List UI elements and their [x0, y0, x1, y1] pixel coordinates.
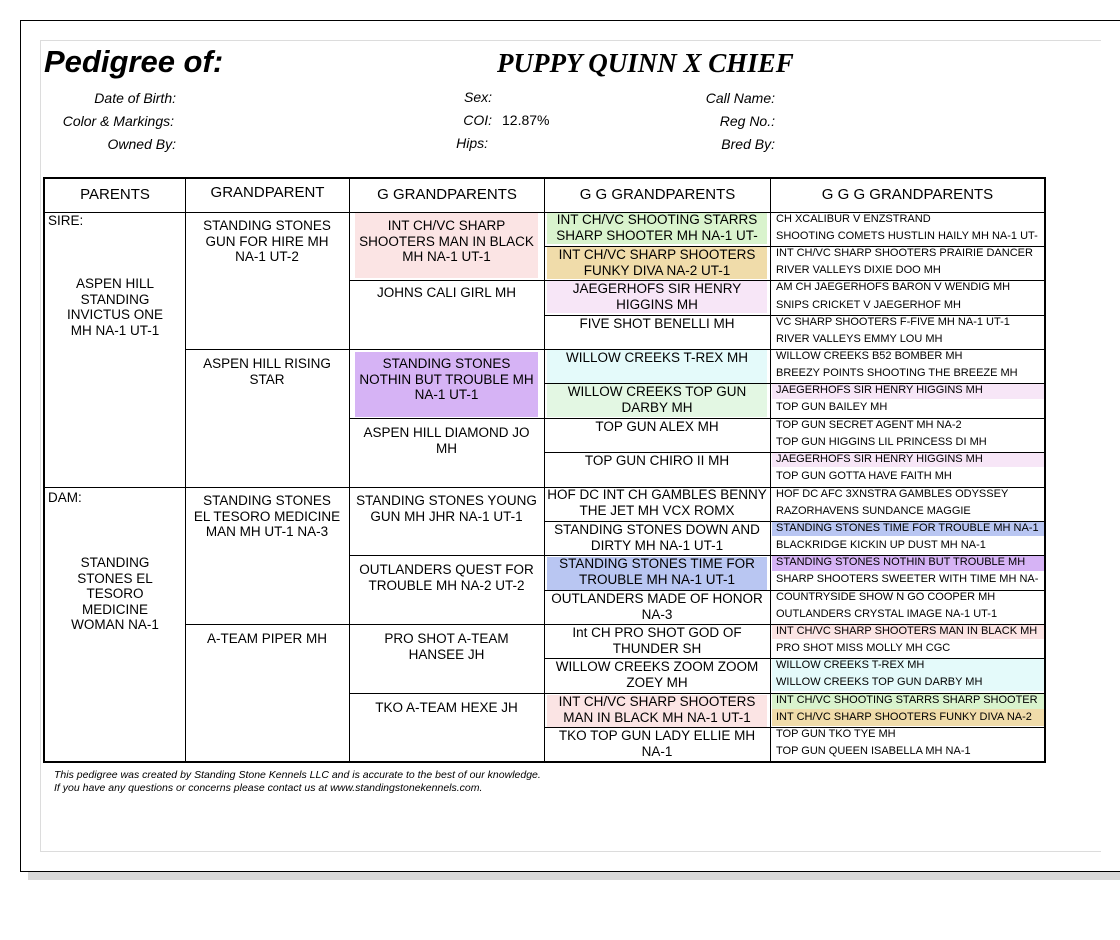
ggg-grandparent-16: TOP GUN GOTTA HAVE FAITH MH	[776, 470, 952, 482]
owned-label: Owned By:	[107, 136, 176, 152]
pedigree-of-title: Pedigree of:	[44, 44, 224, 79]
gg-grandparent-16: TKO TOP GUN LADY ELLIE MH NA-1	[558, 728, 756, 759]
grandparent-3: STANDING STONES EL TESORO MEDICINE MAN MH UT-1 NA-3	[193, 493, 341, 539]
hips-label: Hips:	[456, 135, 488, 151]
ggg-grandparent-12: TOP GUN BAILEY MH	[776, 401, 888, 413]
header-parents: PARENTS	[80, 186, 150, 203]
ggg-grandparent-6: SNIPS CRICKET V JAEGERHOF MH	[776, 299, 961, 311]
ggg-grandparent-18: RAZORHAVENS SUNDANCE MAGGIE	[776, 505, 971, 517]
ggg-grandparent-22: SHARP SHOOTERS SWEETER WITH TIME MH NA-	[776, 573, 1039, 585]
dob-label: Date of Birth:	[94, 90, 176, 106]
g-grandparent-8: TKO A-TEAM HEXE JH	[375, 700, 518, 715]
ggg-grandparent-26: PRO SHOT MISS MOLLY MH CGC	[776, 642, 951, 654]
header-gg-grandparents: G G GRANDPARENTS	[579, 186, 736, 203]
g-grandparent-3: STANDING STONES NOTHIN BUT TROUBLE MH NA-1 UT-1	[359, 356, 534, 402]
ggg-grandparent-31: TOP GUN TKO TYE MH	[776, 728, 896, 740]
gg-grandparent-5: WILLOW CREEKS T-REX MH	[565, 350, 749, 365]
gg-grandparent-8: TOP GUN CHIRO II MH	[584, 453, 730, 468]
grandparent-1: STANDING STONES GUN FOR HIRE MH NA-1 UT-2	[203, 218, 331, 264]
ggg-grandparent-1: CH XCALIBUR V ENZSTRAND	[776, 213, 931, 225]
footer-line-1: This pedigree was created by Standing Stone Kennels LLC and is accurate to the best of our knowledge.	[54, 769, 541, 781]
gg-grandparent-1: INT CH/VC SHOOTING STARRS SHARP SHOOTER MH NA-1 UT-	[556, 212, 758, 243]
gg-grandparent-12: OUTLANDERS MADE OF HONOR NA-3	[551, 591, 763, 622]
header-grandparent: GRANDPARENT	[210, 184, 325, 201]
gg-grandparent-7: TOP GUN ALEX MH	[595, 419, 719, 434]
header-g-grandparents: G GRANDPARENTS	[377, 186, 517, 203]
ggg-grandparent-29: INT CH/VC SHOOTING STARRS SHARP SHOOTER	[776, 694, 1038, 706]
gg-grandparent-3: JAEGERHOFS SIR HENRY HIGGINS MH	[572, 281, 742, 312]
gg-grandparent-14: WILLOW CREEKS ZOOM ZOOM ZOEY MH	[555, 659, 759, 690]
dam-label: DAM:	[48, 490, 82, 505]
g-grandparent-6: OUTLANDERS QUEST FOR TROUBLE MH NA-2 UT-2	[359, 562, 534, 593]
grandparent-4: A-TEAM PIPER MH	[206, 631, 327, 646]
sheet-shadow	[28, 872, 1120, 880]
ggg-grandparent-13: TOP GUN SECRET AGENT MH NA-2	[776, 419, 962, 431]
dam-name: STANDING STONES EL TESORO MEDICINE WOMAN NA-1	[71, 555, 159, 632]
grandparent-2: ASPEN HILL RISING STAR	[203, 356, 331, 387]
ggg-grandparent-10: BREEZY POINTS SHOOTING THE BREEZE MH	[776, 367, 1018, 379]
ggg-grandparent-11: JAEGERHOFS SIR HENRY HIGGINS MH	[776, 384, 983, 396]
ggg-grandparent-25: INT CH/VC SHARP SHOOTERS MAN IN BLACK MH	[776, 625, 1038, 637]
ggg-grandparent-14: TOP GUN HIGGINS LIL PRINCESS DI MH	[776, 436, 987, 448]
sire-label: SIRE:	[48, 213, 84, 228]
gg-grandparent-11: STANDING STONES TIME FOR TROUBLE MH NA-1 UT-1	[559, 556, 755, 587]
g-grandparent-7: PRO SHOT A-TEAM HANSEE JH	[384, 631, 509, 662]
gg-grandparent-13: Int CH PRO SHOT GOD OF THUNDER SH	[572, 625, 742, 656]
ggg-grandparent-27: WILLOW CREEKS T-REX MH	[776, 659, 925, 671]
ggg-grandparent-8: RIVER VALLEYS EMMY LOU MH	[776, 333, 943, 345]
gg-grandparent-10: STANDING STONES DOWN AND DIRTY MH NA-1 UT-1	[554, 522, 760, 553]
ggg-grandparent-21: STANDING STONES NOTHIN BUT TROUBLE MH	[776, 556, 1026, 568]
ggg-grandparent-4: RIVER VALLEYS DIXIE DOO MH	[776, 264, 941, 276]
sire-name: ASPEN HILL STANDING INVICTUS ONE MH NA-1 UT-1	[66, 276, 163, 338]
ggg-grandparent-23: COUNTRYSIDE SHOW N GO COOPER MH	[776, 591, 996, 603]
g-grandparent-2: JOHNS CALI GIRL MH	[376, 285, 517, 300]
ggg-grandparent-3: INT CH/VC SHARP SHOOTERS PRAIRIE DANCER	[776, 247, 1033, 259]
ggg-grandparent-7: VC SHARP SHOOTERS F-FIVE MH NA-1 UT-1	[776, 316, 1010, 328]
coi-label: COI:	[463, 112, 492, 128]
ggg-grandparent-5: AM CH JAEGERHOFS BARON V WENDIG MH	[776, 281, 1011, 293]
g-grandparent-1: INT CH/VC SHARP SHOOTERS MAN IN BLACK MH NA-1 UT-1	[359, 218, 534, 264]
g-grandparent-5: STANDING STONES YOUNG GUN MH JHR NA-1 UT-1	[356, 493, 537, 524]
ggg-grandparent-9: WILLOW CREEKS B52 BOMBER MH	[776, 350, 963, 362]
ggg-grandparent-32: TOP GUN QUEEN ISABELLA MH NA-1	[776, 745, 971, 757]
ggg-grandparent-20: BLACKRIDGE KICKIN UP DUST MH NA-1	[776, 539, 986, 551]
gg-grandparent-9: HOF DC INT CH GAMBLES BENNY THE JET MH VCX ROMX	[547, 487, 767, 518]
color-label: Color & Markings:	[62, 113, 174, 129]
pedigree-table	[43, 177, 1046, 763]
litter-title: PUPPY QUINN X CHIEF	[497, 48, 794, 78]
reg-no-label: Reg No.:	[719, 113, 775, 129]
ggg-grandparent-2: SHOOTING COMETS HUSTLIN HAILY MH NA-1 UT-	[776, 230, 1038, 242]
ggg-grandparent-28: WILLOW CREEKS TOP GUN DARBY MH	[776, 676, 983, 688]
ggg-grandparent-30: INT CH/VC SHARP SHOOTERS FUNKY DIVA NA-2	[776, 711, 1032, 723]
sex-label: Sex:	[463, 89, 492, 105]
gg-grandparent-2: INT CH/VC SHARP SHOOTERS FUNKY DIVA NA-2 UT-1	[558, 247, 756, 278]
g-grandparent-4: ASPEN HILL DIAMOND JO MH	[363, 425, 530, 456]
gg-grandparent-15: INT CH/VC SHARP SHOOTERS MAN IN BLACK MH NA-1 UT-1	[558, 694, 756, 725]
gg-grandparent-6: WILLOW CREEKS TOP GUN DARBY MH	[567, 384, 747, 415]
ggg-grandparent-17: HOF DC AFC 3XNSTRA GAMBLES ODYSSEY	[776, 488, 1009, 500]
gg-grandparent-4: FIVE SHOT BENELLI MH	[579, 316, 735, 331]
call-name-label: Call Name:	[705, 90, 775, 106]
ggg-grandparent-15: JAEGERHOFS SIR HENRY HIGGINS MH	[776, 453, 983, 465]
bred-by-label: Bred By:	[721, 136, 775, 152]
header-ggg-grandparents: G G G GRANDPARENTS	[821, 186, 994, 203]
ggg-grandparent-19: STANDING STONES TIME FOR TROUBLE MH NA-1	[776, 522, 1039, 534]
footer-line-2: If you have any questions or concerns please contact us at www.standingstonekennels.com.	[54, 782, 483, 794]
ggg-grandparent-24: OUTLANDERS CRYSTAL IMAGE NA-1 UT-1	[776, 608, 998, 620]
coi-value: 12.87%	[502, 112, 550, 128]
